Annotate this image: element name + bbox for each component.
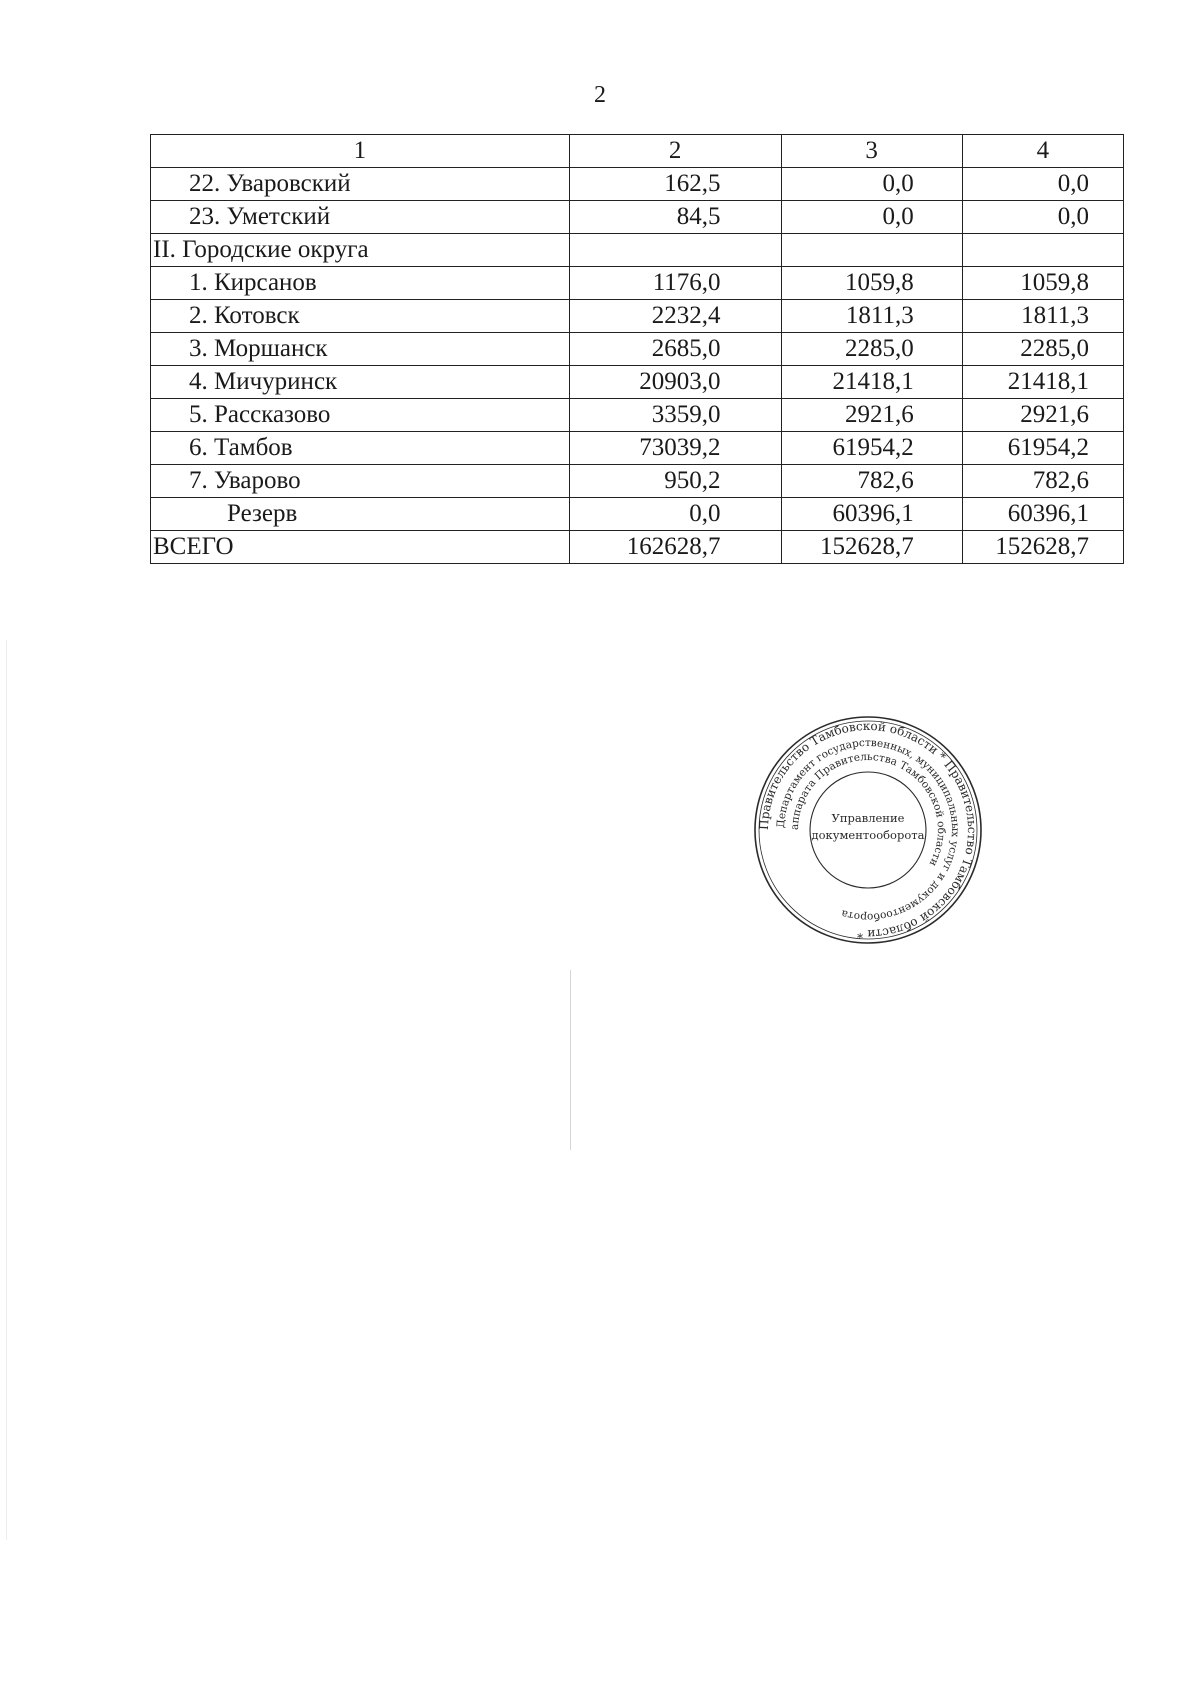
data-table — [150, 134, 1124, 564]
row-value-col4 — [962, 234, 1123, 267]
table-row — [151, 267, 1124, 300]
table-header-row — [151, 135, 1124, 168]
table-row — [151, 366, 1124, 399]
table-row — [151, 531, 1124, 564]
table-row — [151, 333, 1124, 366]
row-value-col2: 950,2 — [569, 465, 781, 498]
header-cell-1: 1 — [151, 135, 570, 168]
row-value-col3: 152628,7 — [781, 531, 962, 564]
row-name-cell: 1. Кирсанов — [151, 267, 570, 300]
row-value-col2: 73039,2 — [569, 432, 781, 465]
page-number: 2 — [594, 82, 606, 108]
row-value-col2: 2232,4 — [569, 300, 781, 333]
row-name-cell: II. Городские округа — [151, 234, 570, 267]
row-value-col4: 782,6 — [962, 465, 1123, 498]
table-row — [151, 432, 1124, 465]
table-row — [151, 399, 1124, 432]
row-value-col3: 1811,3 — [781, 300, 962, 333]
row-value-col4: 0,0 — [962, 201, 1123, 234]
row-value-col3: 2921,6 — [781, 399, 962, 432]
row-value-col4: 61954,2 — [962, 432, 1123, 465]
row-name-cell: 2. Котовск — [151, 300, 570, 333]
row-value-col4: 1059,8 — [962, 267, 1123, 300]
row-value-col4: 2921,6 — [962, 399, 1123, 432]
row-value-col2: 162,5 — [569, 168, 781, 201]
row-value-col3: 782,6 — [781, 465, 962, 498]
row-value-col4: 21418,1 — [962, 366, 1123, 399]
seal-center-line2: документооборота — [811, 828, 925, 842]
table-row — [151, 168, 1124, 201]
row-value-col2: 0,0 — [569, 498, 781, 531]
row-value-col3 — [781, 234, 962, 267]
scan-artifact — [570, 970, 571, 1150]
row-name-cell: 5. Рассказово — [151, 399, 570, 432]
row-value-col4: 60396,1 — [962, 498, 1123, 531]
row-name-cell: 7. Уварово — [151, 465, 570, 498]
header-cell-3: 3 — [781, 135, 962, 168]
seal-center-line1: Управление — [831, 811, 905, 825]
table-row — [151, 234, 1124, 267]
row-value-col2: 2685,0 — [569, 333, 781, 366]
row-value-col2: 20903,0 — [569, 366, 781, 399]
row-value-col3: 0,0 — [781, 201, 962, 234]
row-value-col3: 1059,8 — [781, 267, 962, 300]
row-value-col2: 1176,0 — [569, 267, 781, 300]
row-name-cell: 23. Уметский — [151, 201, 570, 234]
row-value-col2: 3359,0 — [569, 399, 781, 432]
row-value-col3: 0,0 — [781, 168, 962, 201]
row-name-cell: 4. Мичуринск — [151, 366, 570, 399]
row-value-col3: 60396,1 — [781, 498, 962, 531]
seal-middle-text: Департамент государственных, муниципальных услуг и документооборота — [774, 736, 962, 924]
table-row — [151, 498, 1124, 531]
header-cell-4: 4 — [962, 135, 1123, 168]
row-value-col4: 152628,7 — [962, 531, 1123, 564]
row-value-col3: 2285,0 — [781, 333, 962, 366]
header-cell-2: 2 — [569, 135, 781, 168]
table-row — [151, 300, 1124, 333]
row-name-cell: Резерв — [151, 498, 570, 531]
row-value-col4: 2285,0 — [962, 333, 1123, 366]
table-row — [151, 465, 1124, 498]
row-name-cell: 6. Тамбов — [151, 432, 570, 465]
table-row — [151, 201, 1124, 234]
row-value-col3: 61954,2 — [781, 432, 962, 465]
seal-outer-text: Правительство Тамбовской области * Правительство Тамбовской области * — [756, 718, 980, 942]
row-value-col2 — [569, 234, 781, 267]
row-name-cell: 22. Уваровский — [151, 168, 570, 201]
row-value-col4: 1811,3 — [962, 300, 1123, 333]
row-value-col3: 21418,1 — [781, 366, 962, 399]
seal-inner-text: аппарата Правительства Тамбовской области — [788, 750, 948, 869]
row-value-col2: 162628,7 — [569, 531, 781, 564]
row-value-col2: 84,5 — [569, 201, 781, 234]
official-seal — [752, 714, 984, 946]
row-value-col4: 0,0 — [962, 168, 1123, 201]
row-name-cell: ВСЕГО — [151, 531, 570, 564]
scan-artifact — [6, 640, 7, 1540]
row-name-cell: 3. Моршанск — [151, 333, 570, 366]
